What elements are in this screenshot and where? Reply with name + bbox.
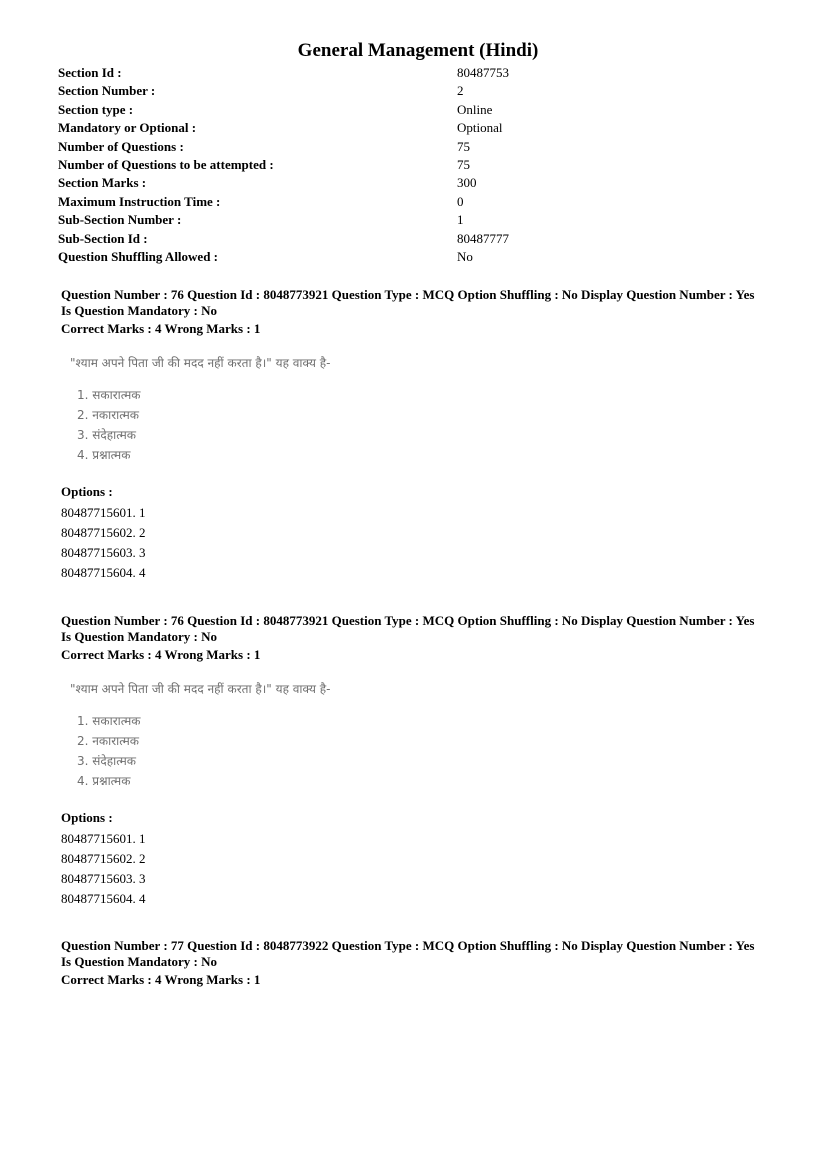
section-info-label: Number of Questions : [58, 138, 184, 154]
section-info-value: 80487753 [457, 65, 509, 80]
option-item: 80487715602. 2 [61, 525, 146, 540]
question-choice: 3. संदेहात्मक [77, 428, 136, 442]
options-list [61, 829, 781, 909]
question-text: "श्याम अपने पिता जी की मदद नहीं करता है।" यह वाक्य है- [70, 682, 331, 696]
section-info-row [58, 174, 758, 192]
question-mandatory: Is Question Mandatory : No [61, 302, 218, 318]
question-choice: 2. नकारात्मक [77, 734, 140, 748]
section-info-row [58, 248, 758, 266]
section-info-value: No [457, 248, 473, 264]
section-info-label: Number of Questions to be attempted : [58, 156, 274, 172]
section-info-row [58, 193, 758, 211]
section-info-label: Section type : [58, 101, 134, 117]
question-choice: 4. प्रश्नात्मक [77, 774, 131, 788]
question-choice: 4. प्रश्नात्मक [77, 448, 131, 462]
question-choice: 1. सकारात्मक [77, 388, 141, 402]
question-marks: Correct Marks : 4 Wrong Marks : 1 [61, 647, 261, 662]
section-info-label: Sub-Section Id : [58, 230, 148, 246]
section-info-row [58, 138, 758, 156]
section-info-label: Question Shuffling Allowed : [58, 248, 219, 264]
section-info-value: 75 [457, 156, 470, 172]
section-info-label: Section Marks : [58, 175, 147, 191]
section-info-value: 300 [457, 175, 477, 191]
section-info-value: 1 [457, 212, 464, 228]
section-info-value: 0 [457, 193, 464, 209]
section-info-row [58, 101, 758, 119]
option-item: 80487715602. 2 [61, 851, 146, 866]
section-info-row [58, 211, 758, 229]
question-choice: 1. सकारात्मक [77, 714, 141, 728]
options-list [61, 503, 781, 583]
options-label: Options : [61, 484, 113, 499]
section-info-table [58, 64, 758, 266]
section-info-label: Sub-Section Number : [58, 212, 182, 228]
section-info-row [58, 230, 758, 248]
question-text: "श्याम अपने पिता जी की मदद नहीं करता है।" यह वाक्य है- [70, 356, 331, 370]
section-info-value: 80487777 [457, 230, 509, 246]
section-info-value: Optional [457, 120, 503, 136]
section-info-row [58, 82, 758, 100]
question-image [70, 354, 410, 466]
option-item: 80487715603. 3 [61, 545, 146, 560]
question-marks: Correct Marks : 4 Wrong Marks : 1 [61, 321, 261, 336]
question-choice: 2. नकारात्मक [77, 408, 140, 422]
section-info-label: Section Id : [58, 65, 122, 80]
section-info-label: Mandatory or Optional : [58, 120, 197, 136]
question-header: Question Number : 76 Question Id : 8048773921 Question Type : MCQ Option Shuffling : No Display Question Number : Yes [61, 287, 755, 302]
option-item: 80487715604. 4 [61, 891, 146, 906]
option-item: 80487715603. 3 [61, 871, 146, 886]
question-choice: 3. संदेहात्मक [77, 754, 136, 768]
option-item: 80487715604. 4 [61, 565, 146, 580]
section-info-value: 2 [457, 83, 464, 99]
section-info-row [58, 119, 758, 137]
question-marks: Correct Marks : 4 Wrong Marks : 1 [61, 972, 261, 987]
question-mandatory: Is Question Mandatory : No [61, 953, 218, 969]
question-block [61, 613, 781, 909]
section-info-value: Online [457, 101, 493, 117]
option-item: 80487715601. 1 [61, 505, 146, 520]
question-block [61, 287, 781, 583]
section-info-row [58, 156, 758, 174]
section-info-label: Section Number : [58, 83, 156, 99]
option-item: 80487715601. 1 [61, 831, 146, 846]
question-image [70, 680, 410, 792]
section-info-value: 75 [457, 138, 470, 154]
page-title: General Management (Hindi) [297, 40, 539, 61]
question-block [61, 938, 781, 988]
question-mandatory: Is Question Mandatory : No [61, 628, 218, 644]
section-info-row [58, 64, 758, 82]
options-label: Options : [61, 810, 113, 825]
question-header: Question Number : 77 Question Id : 8048773922 Question Type : MCQ Option Shuffling : No Display Question Number : Yes [61, 938, 755, 953]
section-info-label: Maximum Instruction Time : [58, 193, 221, 209]
question-header: Question Number : 76 Question Id : 8048773921 Question Type : MCQ Option Shuffling : No Display Question Number : Yes [61, 613, 755, 628]
